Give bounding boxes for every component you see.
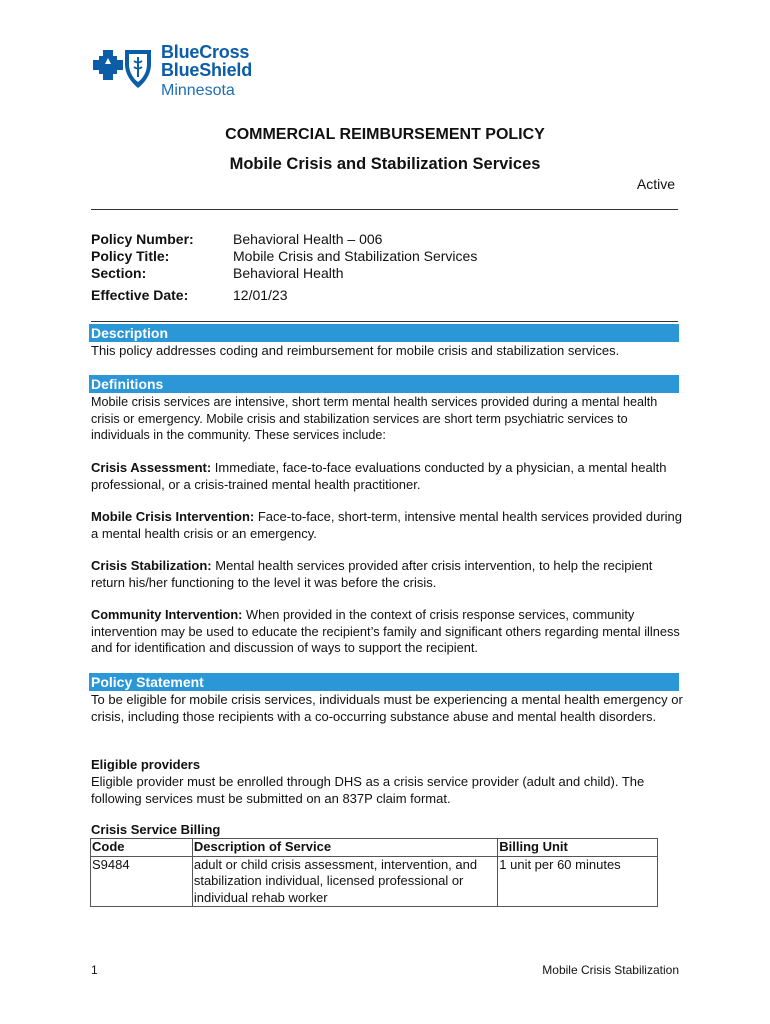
policy-status: Active (636, 176, 675, 192)
effective-date-label: Effective Date: (91, 287, 189, 303)
definition-term: Crisis Assessment: (91, 460, 212, 475)
section-label: Section: (91, 265, 147, 281)
section-value: Behavioral Health (233, 265, 344, 281)
cell-code: S9484 (91, 856, 193, 907)
table-header-row (91, 839, 658, 857)
cell-billing-unit: 1 unit per 60 minutes (498, 856, 658, 907)
document-subtitle: Mobile Crisis and Stabilization Services (229, 155, 541, 173)
cross-shield-icon (89, 46, 159, 90)
policy-statement-text: To be eligible for mobile crisis services, individuals must be experiencing a mental health emergency or crisis, including those recipients with a co-occurring substance abuse and mental health disorders. (91, 692, 683, 724)
definition-term: Mobile Crisis Intervention: (91, 509, 255, 524)
definition-term: Crisis Stabilization: (91, 558, 212, 573)
table-row (91, 856, 658, 907)
column-header-description: Description of Service (192, 839, 497, 857)
definition-term: Community Intervention: (91, 607, 243, 622)
column-header-code: Code (91, 839, 193, 857)
definitions-intro: Mobile crisis services are intensive, short term mental health services provided during a mental health crisis or emergency. Mobile crisis and stabilization services are short term psychiatric services to individuals in the community. These services include: (91, 395, 658, 442)
logo-bluecross: BlueCross (161, 42, 250, 62)
footer-title: Mobile Crisis Stabilization (542, 963, 679, 977)
definitions-heading: Definitions (89, 375, 679, 393)
definition-text: Mental health services provided after crisis intervention, to help the recipient return his/her functioning to the level it was before the crisis. (91, 558, 653, 590)
definition-text: When provided in the context of crisis response services, community intervention may be used to educate the recipient’s family and significant others regarding mental illness and for identification and discussion of ways to support the recipient. (91, 607, 680, 655)
policy-statement-heading: Policy Statement (89, 673, 679, 691)
column-header-billing-unit: Billing Unit (498, 839, 658, 857)
definition-community-intervention (91, 607, 683, 657)
bcbs-logo (89, 40, 279, 108)
definition-crisis-stabilization (91, 558, 683, 591)
eligible-providers-heading: Eligible providers (91, 757, 201, 772)
cell-description: adult or child crisis assessment, intervention, and stabilization individual, licensed professional or individual rehab worker (192, 856, 497, 907)
effective-date-value: 12/01/23 (233, 287, 288, 303)
document-title: COMMERCIAL REIMBURSEMENT POLICY (225, 126, 545, 143)
logo-blueshield: BlueShield (161, 60, 253, 80)
billing-table (90, 838, 658, 907)
definition-text: Face-to-face, short-term, intensive mental health services provided during a mental health crisis or an emergency. (91, 509, 682, 541)
definition-text: Immediate, face-to-face evaluations conducted by a physician, a mental health professional, or a crisis-trained mental health practitioner. (91, 460, 667, 492)
definition-mobile-crisis-intervention (91, 509, 683, 542)
logo-minnesota: Minnesota (161, 82, 235, 99)
meta-divider (91, 321, 678, 322)
description-text: This policy addresses coding and reimbursement for mobile crisis and stabilization services. (91, 343, 620, 358)
description-heading: Description (89, 324, 679, 342)
policy-number-label: Policy Number: (91, 231, 194, 247)
eligible-providers-text: Eligible provider must be enrolled through DHS as a crisis service provider (adult and child). The following services must be submitted on an 837P claim format. (91, 774, 645, 806)
policy-title-label: Policy Title: (91, 248, 170, 264)
policy-number-value: Behavioral Health – 006 (233, 231, 383, 247)
definition-crisis-assessment (91, 460, 683, 493)
billing-heading: Crisis Service Billing (91, 822, 221, 837)
policy-title-value: Mobile Crisis and Stabilization Services (233, 248, 478, 264)
header-divider (91, 209, 678, 210)
page-number: 1 (91, 963, 98, 977)
